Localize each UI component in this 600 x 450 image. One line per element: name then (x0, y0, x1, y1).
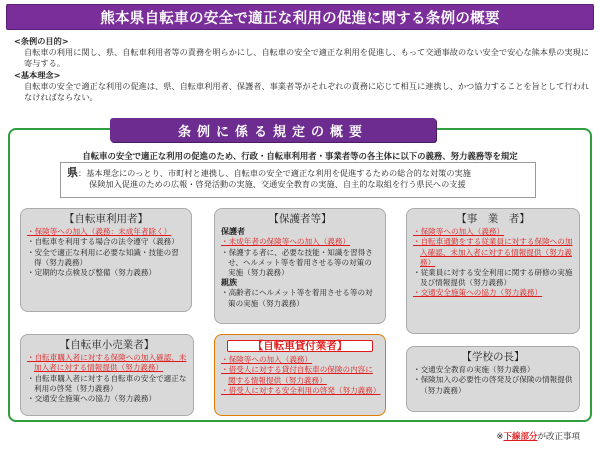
relative-heading: 親族 (221, 278, 237, 288)
card-retailer (20, 334, 194, 416)
card-principal (406, 346, 580, 412)
list-item: ・高齢者にヘルメット等を着用させる等の対策の実施（努力義務） (221, 288, 373, 308)
list-item: ・借受人に対する安全利用の啓発（努力義務） (221, 385, 381, 395)
card-title: 【自転車小売業者】 (59, 339, 155, 351)
footnote-underlined: 下線部分 (503, 432, 538, 442)
footnote-mark: ※ (496, 432, 504, 442)
page-title: 熊本県自転車の安全で適正な利用の促進に関する条例の概要 (6, 4, 594, 30)
prefecture-line-2: 保険加入促進のための広報・啓発活動の実施、交通安全教育の実施、自主的な取組を行う県民への支援 (89, 179, 466, 189)
card-title: 【保護者等】 (268, 213, 332, 225)
principle-heading: <基本理念> (14, 69, 61, 80)
footnote-rest: が改正事項 (537, 432, 580, 442)
list-item: ・交通安全施策への協力（努力義務） (27, 394, 157, 404)
card-title: 【学校の長】 (461, 351, 525, 363)
provisions-banner: 条例に係る規定の概要 (110, 118, 436, 142)
list-item: ・自転車通勤をする従業員に対する保険への加入確認、未加入者に対する情報提供（努力義務） (413, 237, 573, 267)
footnote (496, 430, 580, 442)
list-item: ・交通安全施策への協力（努力義務） (413, 288, 543, 298)
guardian-heading: 保護者 (221, 227, 245, 237)
purpose-text: 自転車の利用に関し、県、自転車利用者等の責務を明らかにし、自転車の安全で適正な利用を促進し、もって交通事故のない安全で安心な熊本県の実現に寄与する。 (24, 47, 589, 69)
card-cyclist (20, 208, 192, 312)
prefecture-label: 県 (67, 166, 78, 179)
intro-section (14, 36, 592, 103)
list-item: ・保護する者に、必要な技能・知識を習得させ、ヘルメット等を着用させる等の対策の実施（努力義務） (221, 247, 373, 278)
list-item: ・安全で適正な利用に必要な知識・技能の習得（努力義務） (27, 247, 179, 267)
card-title: 【事 業 者】 (456, 213, 530, 225)
list-item: ・保険加入の必要性の啓発及び保険の情報提供（努力義務） (413, 375, 573, 395)
card-business (406, 208, 580, 334)
list-item: ・保険等への加入（義務） (221, 355, 313, 365)
list-item: ・保険等への加入（義務） (413, 227, 505, 237)
principle-text: 自転車の安全で適正な利用の促進は、県、自転車利用者、保護者、事業者等がそれぞれの責務に応じて相互に連携し、かつ協力することを旨として行われなければならない。 (24, 80, 589, 103)
card-title: 【自転車貸付業者】 (227, 340, 373, 352)
card-rental (214, 334, 386, 416)
card-guardian (214, 208, 386, 324)
list-item: ・自転車を利用する場合の法令遵守（義務） (27, 237, 179, 247)
list-item: ・自転車購入者に対する保険への加入確認、未加入者に対する情報提供（努力義務） (27, 353, 187, 373)
purpose-heading: <条例の目的> (14, 36, 69, 46)
list-item: ・保険等への加入（義務：未成年者除く） (27, 227, 172, 237)
prefecture-line-1: ：基本理念にのっとり、市町村と連携し、自転車の安全で適正な利用を促進するための総合的な対策の実施 (78, 168, 471, 178)
provisions-subheading: 自転車の安全で適正な利用の促進のため、行政・自転車利用者・事業者等の各主体に以下の義務、努力義務等を規定 (82, 151, 518, 161)
list-item: ・定期的な点検及び整備（努力義務） (27, 268, 157, 278)
list-item: ・従業員に対する安全利用に関する研修の実施及び情報提供（努力義務） (413, 268, 573, 288)
prefecture-box (60, 162, 536, 198)
list-item: ・交通安全教育の実施（努力義務） (413, 365, 535, 375)
list-item: ・借受人に対する貸付自転車の保険の内容に関する情報提供（努力義務） (221, 365, 373, 385)
list-item: ・未成年者の保険等への加入（義務） (221, 237, 351, 247)
card-title: 【自転車利用者】 (64, 213, 148, 225)
list-item: ・自転車購入者に対する自転車の安全で適正な利用の啓発（努力義務） (27, 373, 187, 393)
